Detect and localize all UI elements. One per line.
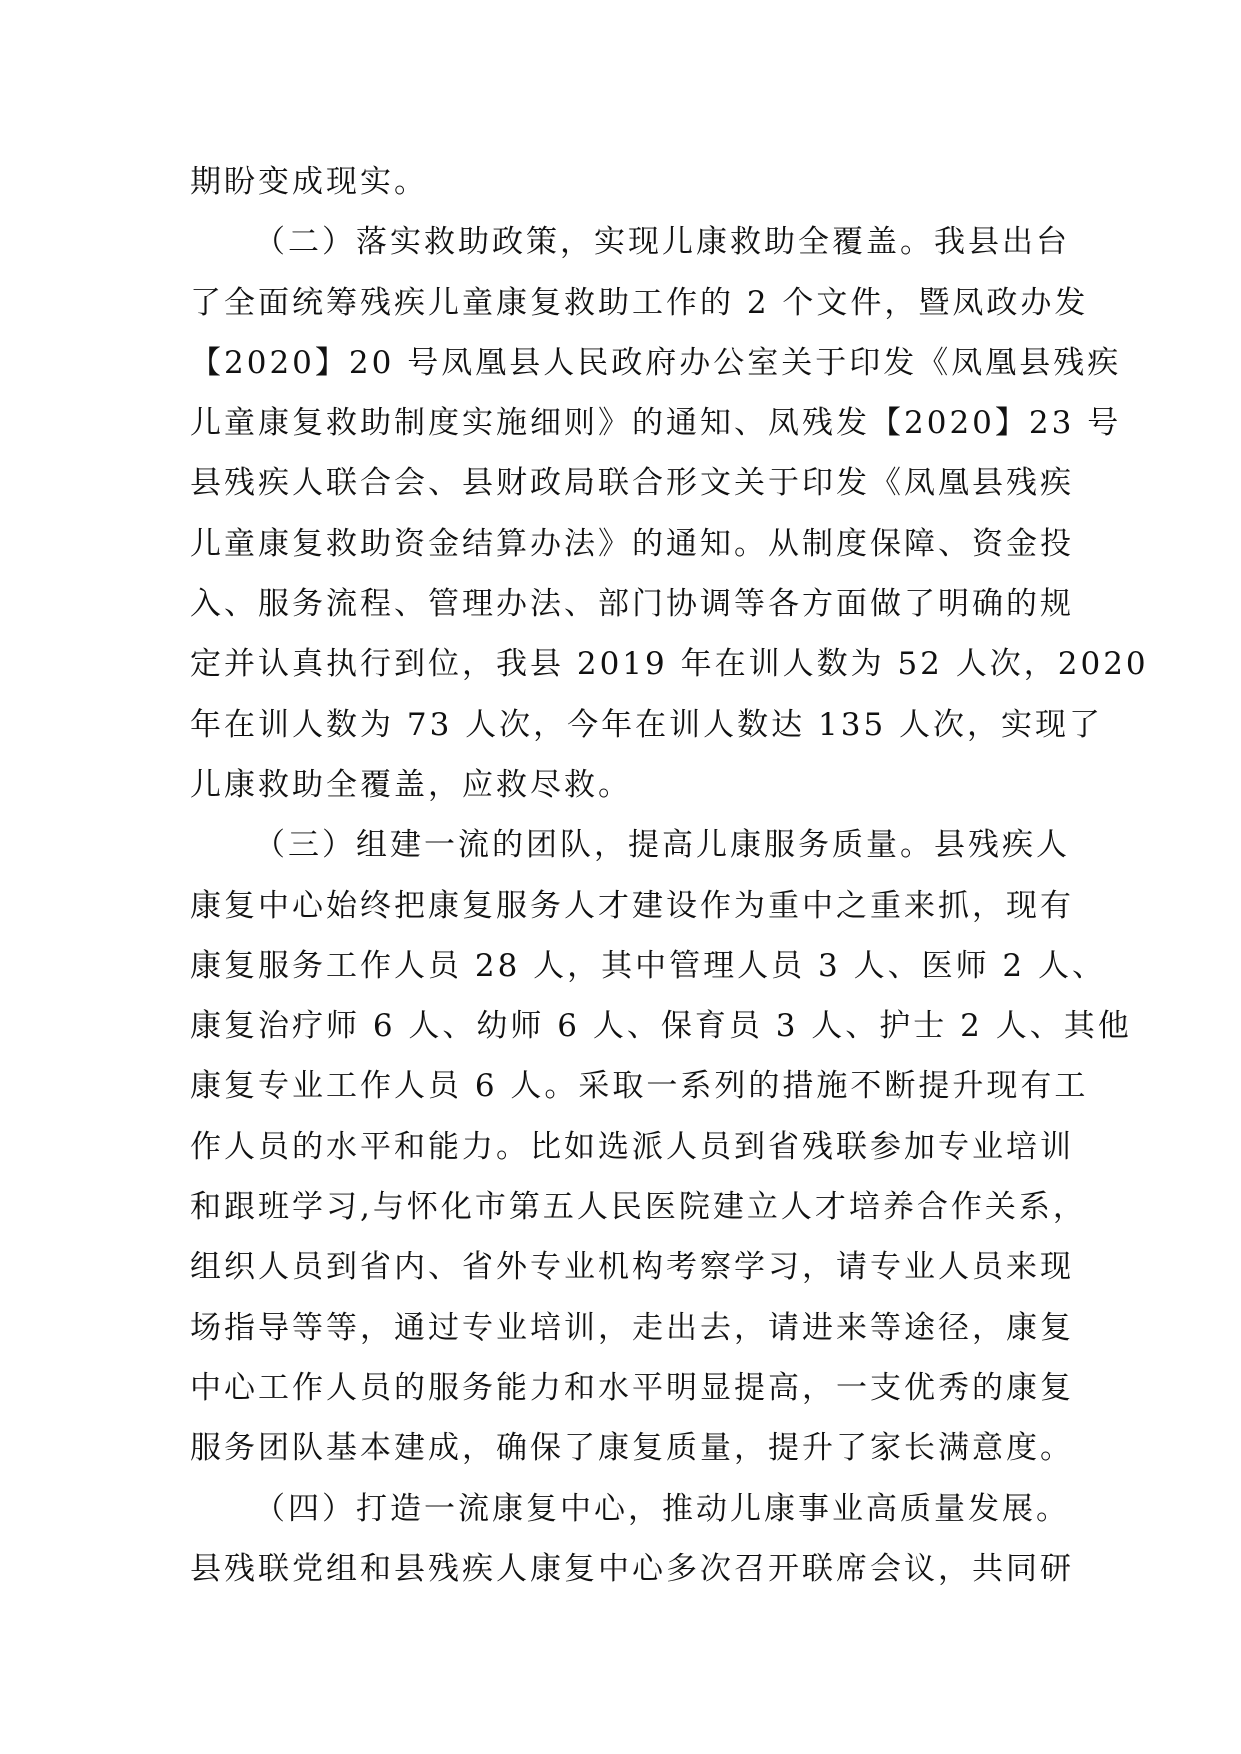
text-line: 儿童康复救助资金结算办法》的通知。从制度保障、资金投 — [190, 525, 1074, 562]
text-line: 了全面统筹残疾儿童康复救助工作的 2 个文件，暨凤政办发 — [190, 284, 1089, 321]
text-line: 康复治疗师 6 人、幼师 6 人、保育员 3 人、护士 2 人、其他 — [190, 1008, 1132, 1045]
text-line: 期盼变成现实。 — [190, 164, 428, 200]
text-line: 中心工作人员的服务能力和水平明显提高，一支优秀的康复 — [190, 1369, 1074, 1406]
text-line: 年在训人数为 73 人次，今年在训人数达 135 人次，实现了 — [190, 706, 1104, 743]
paragraph-first-line: （二）落实救助政策，实现儿康救助全覆盖。我县出台 — [254, 224, 1070, 261]
text-line: 场指导等等，通过专业培训，走出去，请进来等途径，康复 — [190, 1309, 1074, 1346]
text-line: 服务团队基本建成，确保了康复质量，提升了家长满意度。 — [190, 1430, 1074, 1467]
text-line: 和跟班学习,与怀化市第五人民医院建立人才培养合作关系， — [190, 1189, 1087, 1226]
text-line: 康复服务工作人员 28 人，其中管理人员 3 人、医师 2 人、 — [190, 947, 1107, 984]
text-line: 【2020】20 号凤凰县人民政府办公室关于印发《凤凰县残疾 — [190, 344, 1122, 381]
text-line: 康复专业工作人员 6 人。采取一系列的措施不断提升现有工 — [190, 1068, 1089, 1105]
text-line: 县残联党组和县残疾人康复中心多次召开联席会议，共同研 — [190, 1550, 1074, 1587]
text-line: 县残疾人联合会、县财政局联合形文关于印发《凤凰县残疾 — [190, 465, 1074, 502]
paragraph-first-line: （三）组建一流的团队，提高儿康服务质量。县残疾人 — [254, 827, 1070, 864]
text-line: 定并认真执行到位，我县 2019 年在训人数为 52 人次，2020 — [190, 646, 1149, 683]
text-line: 儿童康复救助制度实施细则》的通知、凤残发【2020】23 号 — [190, 405, 1122, 442]
paragraph-first-line: （四）打造一流康复中心，推动儿康事业高质量发展。 — [254, 1490, 1070, 1527]
text-line: 组织人员到省内、省外专业机构考察学习，请专业人员来现 — [190, 1249, 1074, 1286]
text-line: 康复中心始终把康复服务人才建设作为重中之重来抓，现有 — [190, 887, 1074, 924]
text-line: 作人员的水平和能力。比如选派人员到省残联参加专业培训 — [190, 1128, 1074, 1165]
text-line: 入、服务流程、管理办法、部门协调等各方面做了明确的规 — [190, 586, 1074, 623]
text-line: 儿康救助全覆盖，应救尽救。 — [190, 766, 632, 803]
body-text — [190, 152, 1149, 1599]
